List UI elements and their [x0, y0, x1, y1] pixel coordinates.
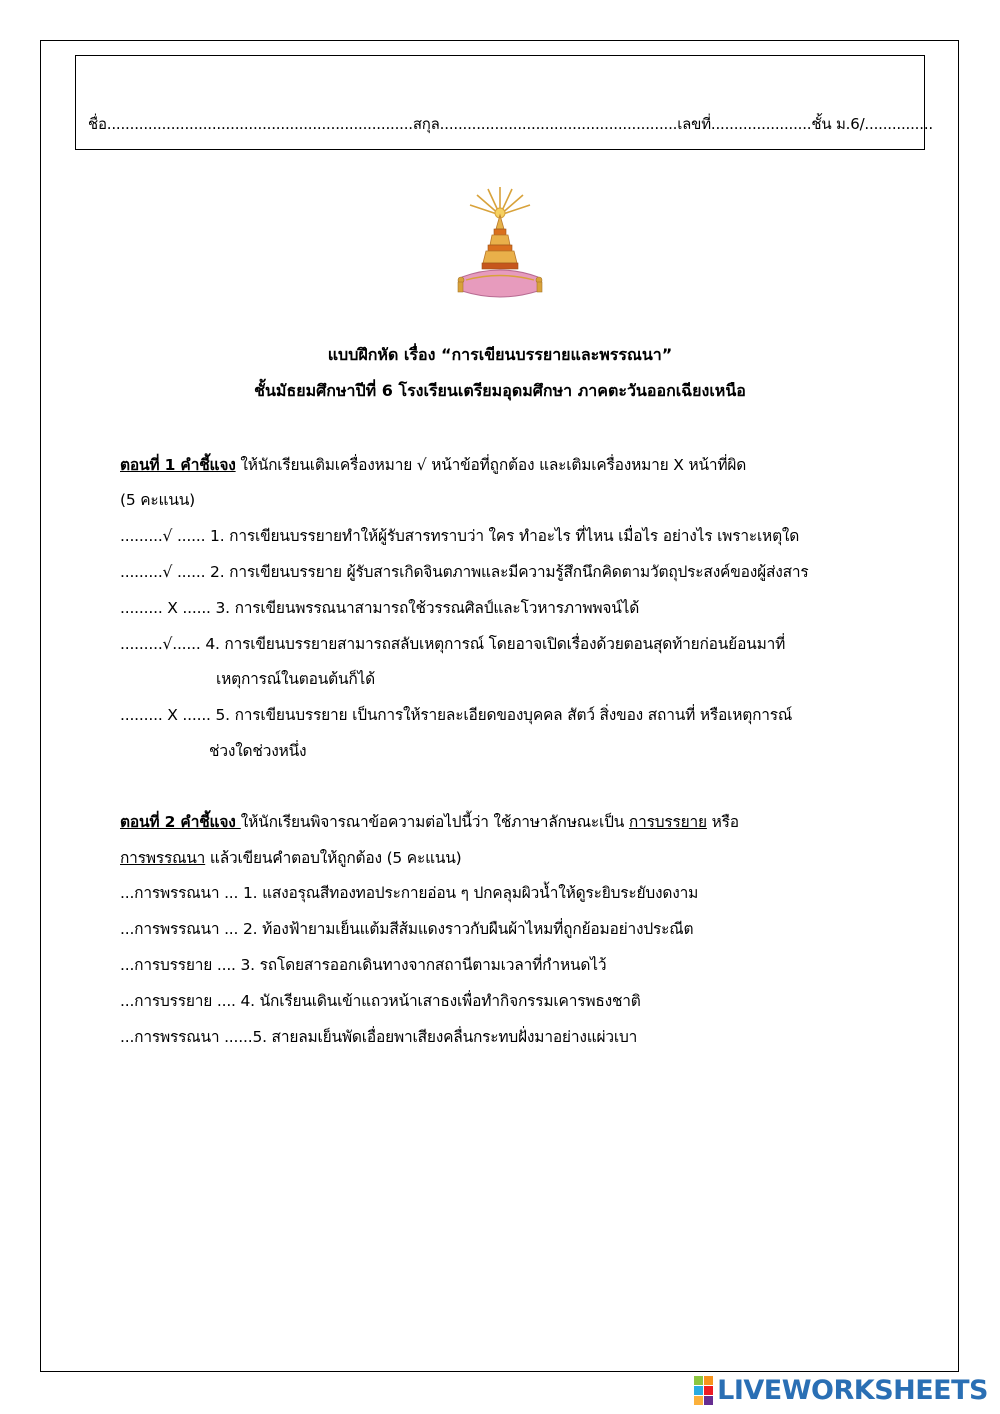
part2-item-2	[120, 916, 693, 941]
part2-instruction-line2	[120, 845, 462, 870]
term-description: การพรรณนา	[120, 849, 206, 867]
part1-heading: ตอนที่ 1 คำชี้แจง	[120, 456, 236, 474]
part2-instruction-text-2: แล้วเขียนคำตอบให้ถูกต้อง (5 คะแนน)	[205, 849, 462, 867]
item-text: 3. รถโดยสารออกเดินทางจากสถานีตามเวลาที่กำหนดไว้	[235, 956, 607, 974]
answer-field[interactable]: ...การบรรยาย ....	[120, 956, 236, 974]
liveworksheets-brand-text: LIVEWORKSHEETS	[717, 1374, 988, 1406]
student-info-line: ชื่อ...................................................................สกุล....................................................เลขที่......................ชั้น ม.6/...............	[88, 115, 933, 133]
answer-field[interactable]: ...การพรรณนา ...	[120, 884, 239, 902]
item-text: 5. การเขียนบรรยาย เป็นการให้รายละเอียดของบุคคล สัตว์ สิ่งของ สถานที่ หรือเหตุการณ์	[210, 706, 793, 724]
item-text: 2. ท้องฟ้ายามเย็นแต้มสีส้มแดงราวกับผืนผ้าไหมที่ถูกย้อมอย่างประณีต	[238, 920, 694, 938]
part1-instruction	[120, 452, 746, 477]
answer-field[interactable]: .........√ ......	[120, 527, 206, 545]
item-text: 2. การเขียนบรรยาย ผู้รับสารเกิดจินตภาพและมีความรู้สึกนึกคิดตามวัตถุประสงค์ของผู้ส่งสาร	[205, 563, 809, 581]
worksheet-subtitle: ชั้นมัธยมศึกษาปีที่ 6 โรงเรียนเตรียมอุดมศึกษา ภาคตะวันออกเฉียงเหนือ	[254, 381, 746, 400]
item-text: 5. สายลมเย็นพัดเอื่อยพาเสียงคลื่นกระทบฝั่งมาอย่างแผ่วเบา	[252, 1028, 638, 1046]
part1-item-1	[120, 523, 799, 548]
answer-field[interactable]: .........√ ......	[120, 563, 206, 581]
part2-or: หรือ	[706, 813, 739, 831]
worksheet-title: แบบฝึกหัด เรื่อง “การเขียนบรรยายและพรรณนา”	[327, 345, 673, 364]
answer-field[interactable]: ......... X ......	[120, 599, 211, 617]
answer-field[interactable]: ...การพรรณนา ......	[120, 1028, 253, 1046]
answer-field[interactable]: .........√......	[120, 635, 201, 653]
part1-instruction-text: ให้นักเรียนเติมเครื่องหมาย √ หน้าข้อที่ถูกต้อง และเติมเครื่องหมาย X หน้าที่ผิด	[235, 456, 747, 474]
part1-item-3	[120, 595, 639, 620]
item-text: 4. นักเรียนเดินเข้าแถวหน้าเสาธงเพื่อทำกิจกรรมเคารพธงชาติ	[235, 992, 641, 1010]
part1-item-5	[120, 702, 792, 727]
part2-item-4	[120, 988, 641, 1013]
part2-heading: ตอนที่ 2 คำชี้แจง	[120, 813, 241, 831]
answer-field[interactable]: ...การบรรยาย ....	[120, 992, 236, 1010]
part1-item-2	[120, 559, 809, 584]
part1-item-5-continued: ช่วงใดช่วงหนึ่ง	[209, 742, 307, 760]
part2-instruction-text: ให้นักเรียนพิจารณาข้อความต่อไปนี้ว่า ใช้ภาษาลักษณะเป็น	[240, 813, 629, 831]
school-emblem-icon	[452, 185, 548, 303]
part2-instruction	[120, 809, 739, 834]
part2-item-3	[120, 952, 606, 977]
part1-item-4	[120, 631, 785, 656]
student-info-box	[75, 55, 933, 150]
liveworksheets-logo-icon	[694, 1376, 713, 1405]
liveworksheets-watermark	[694, 1374, 988, 1406]
answer-field[interactable]: ...การพรรณนา ...	[120, 920, 239, 938]
part1-score: (5 คะแนน)	[120, 491, 195, 509]
item-text: 1. แสงอรุณสีทองทอประกายอ่อน ๆ ปกคลุมผิวน้ำให้ดูระยิบระยับงดงาม	[238, 884, 699, 902]
part2-item-1	[120, 880, 698, 905]
part2-item-5	[120, 1024, 637, 1049]
item-text: 3. การเขียนพรรณนาสามารถใช้วรรณศิลป์และโวหารภาพพจน์ได้	[210, 599, 640, 617]
part1-item-4-continued: เหตุการณ์ในตอนต้นก็ได้	[216, 670, 376, 688]
item-text: 1. การเขียนบรรยายทำให้ผู้รับสารทราบว่า ใคร ทำอะไร ที่ไหน เมื่อไร อย่างไร เพราะเหตุใด	[205, 527, 800, 545]
term-narration: การบรรยาย	[628, 813, 707, 831]
answer-field[interactable]: ......... X ......	[120, 706, 211, 724]
item-text: 4. การเขียนบรรยายสามารถสลับเหตุการณ์ โดยอาจเปิดเรื่องด้วยตอนสุดท้ายก่อนย้อนมาที่	[200, 635, 786, 653]
